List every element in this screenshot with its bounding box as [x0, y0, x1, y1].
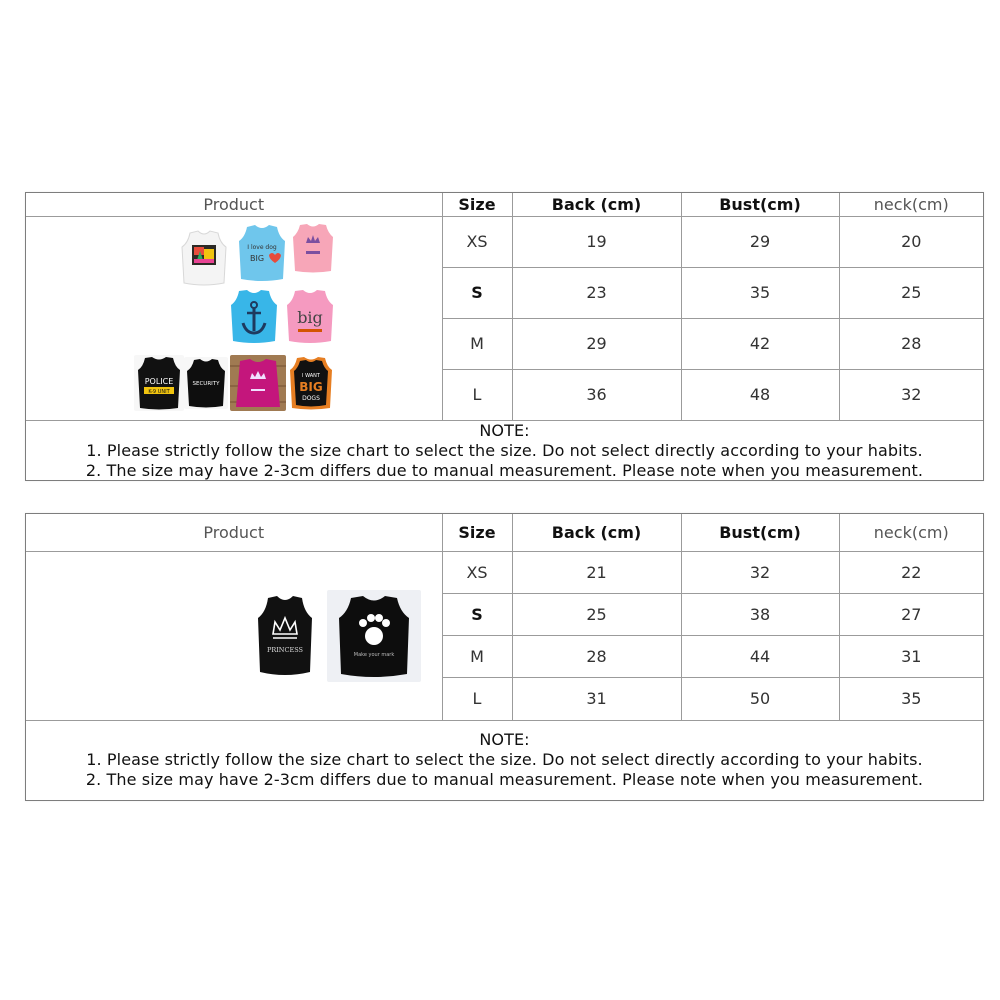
neck-cell: 22	[839, 551, 983, 593]
note-title: NOTE:	[479, 420, 530, 440]
back-cell: 36	[512, 369, 681, 420]
product-image-blue-vest-anchor	[226, 287, 282, 345]
shirt-text-want: I WANT	[302, 372, 320, 379]
product-image-pink-vest-big	[282, 287, 338, 345]
table-row	[26, 216, 983, 267]
note-row	[26, 420, 983, 481]
size-cell: S	[442, 593, 512, 635]
back-cell: 19	[512, 216, 681, 267]
note-cell	[26, 720, 983, 800]
product-image-black-vest-paw	[327, 590, 421, 682]
note-line-2: 2. The size may have 2-3cm differs due to manual measurement. Please note when you measurement.	[85, 770, 924, 790]
shirt-text-big-pink: big	[297, 307, 323, 327]
product-image-orange-vest-big-dogs	[286, 355, 336, 411]
size-chart-1	[25, 192, 984, 481]
shirt-text-princess: PRINCESS	[266, 645, 304, 654]
header-row	[26, 193, 983, 216]
shirt-text-police: POLICE	[144, 376, 174, 386]
bust-cell: 32	[681, 551, 839, 593]
bust-cell: 29	[681, 216, 839, 267]
header-product: Product	[26, 514, 442, 551]
header-neck: neck(cm)	[839, 514, 983, 551]
product-image-magenta-vest	[230, 355, 286, 411]
note-line-2: 2. The size may have 2-3cm differs due to manual measurement. Please note when you measurement.	[85, 460, 924, 480]
size-cell: M	[442, 318, 512, 369]
note-title: NOTE:	[479, 730, 530, 750]
bust-cell: 48	[681, 369, 839, 420]
neck-cell: 31	[839, 635, 983, 677]
product-image-black-vest-police	[134, 355, 184, 411]
shirt-text-dogs: DOGS	[302, 394, 320, 402]
back-cell: 25	[512, 593, 681, 635]
header-back: Back (cm)	[512, 193, 681, 216]
size-table	[26, 193, 983, 481]
bust-cell: 38	[681, 593, 839, 635]
bust-cell: 35	[681, 267, 839, 318]
back-cell: 29	[512, 318, 681, 369]
bust-cell: 50	[681, 677, 839, 720]
header-row	[26, 514, 983, 551]
product-image-black-vest-princess	[254, 590, 316, 680]
neck-cell: 20	[839, 216, 983, 267]
note-row	[26, 720, 983, 800]
size-cell: L	[442, 677, 512, 720]
size-cell: XS	[442, 551, 512, 593]
shirt-text-love: I love dog	[247, 243, 277, 251]
header-neck: neck(cm)	[839, 193, 983, 216]
product-image-pink-vest-crown	[288, 221, 338, 275]
product-image-white-vest	[174, 225, 234, 289]
neck-cell: 32	[839, 369, 983, 420]
neck-cell: 28	[839, 318, 983, 369]
header-size: Size	[442, 514, 512, 551]
size-cell: XS	[442, 216, 512, 267]
header-bust: Bust(cm)	[681, 193, 839, 216]
size-table	[26, 514, 983, 800]
back-cell: 28	[512, 635, 681, 677]
product-image-black-vest-security	[184, 357, 228, 409]
back-cell: 31	[512, 677, 681, 720]
size-chart-2	[25, 513, 984, 801]
back-cell: 21	[512, 551, 681, 593]
neck-cell: 25	[839, 267, 983, 318]
size-cell: S	[442, 267, 512, 318]
bust-cell: 42	[681, 318, 839, 369]
product-image-blue-vest-love	[233, 221, 291, 283]
size-cell: L	[442, 369, 512, 420]
note-line-1: 1. Please strictly follow the size chart to select the size. Do not select directly according to your habits.	[86, 750, 923, 770]
note-line-1: 1. Please strictly follow the size chart to select the size. Do not select directly according to your habits.	[86, 440, 923, 460]
neck-cell: 35	[839, 677, 983, 720]
shirt-text-k9: K-9 UNIT	[148, 388, 170, 395]
header-size: Size	[442, 193, 512, 216]
product-images-cell	[26, 216, 442, 420]
neck-cell: 27	[839, 593, 983, 635]
shirt-text-big: BIG	[249, 253, 265, 263]
header-bust: Bust(cm)	[681, 514, 839, 551]
note-cell	[26, 420, 983, 481]
back-cell: 23	[512, 267, 681, 318]
shirt-text-security: SECURITY	[192, 380, 220, 387]
table-row	[26, 551, 983, 593]
header-product: Product	[26, 193, 442, 216]
product-images-cell	[26, 551, 442, 720]
size-cell: M	[442, 635, 512, 677]
bust-cell: 44	[681, 635, 839, 677]
header-back: Back (cm)	[512, 514, 681, 551]
shirt-text-big-dogs: BIG	[299, 379, 323, 394]
shirt-text-paw: Make your mark	[353, 651, 395, 658]
